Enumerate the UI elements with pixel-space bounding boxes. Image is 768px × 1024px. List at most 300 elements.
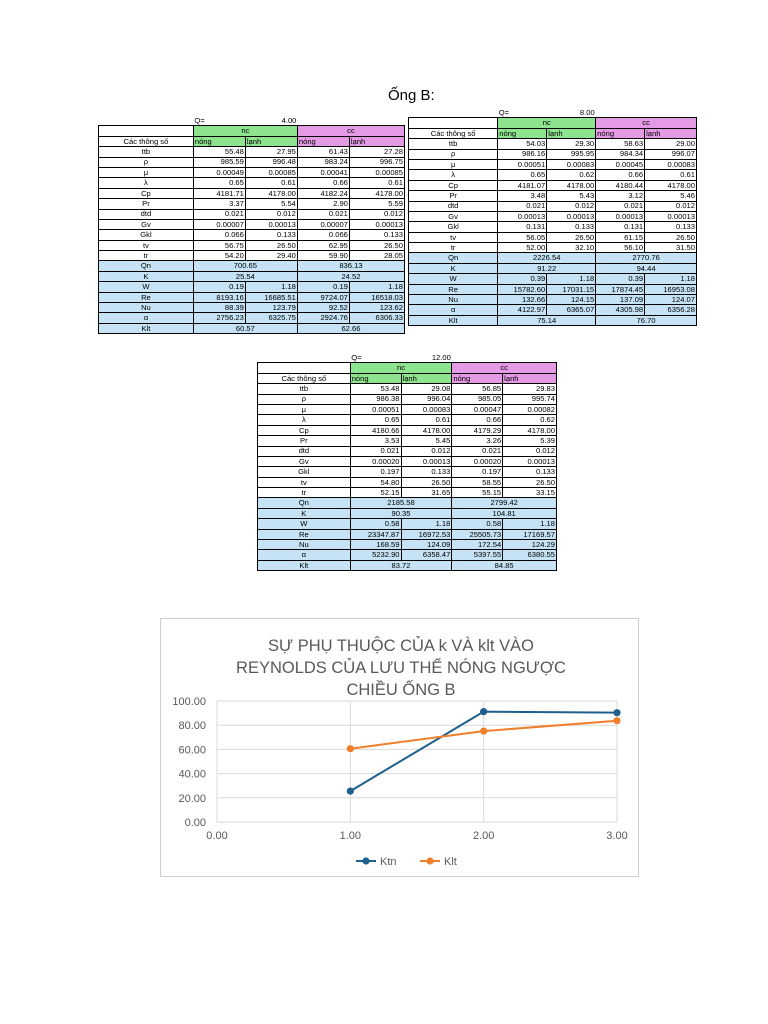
value-cell: 1.18 bbox=[645, 274, 697, 284]
value-cell: 0.65 bbox=[193, 178, 245, 188]
merged-value-cell: 94.44 bbox=[596, 263, 697, 273]
value-cell: 0.00083 bbox=[645, 159, 697, 169]
value-cell: 1.18 bbox=[401, 519, 452, 529]
cold-header: lạnh bbox=[645, 128, 697, 138]
legend-label: Klt bbox=[444, 856, 457, 868]
row-label: dtd bbox=[99, 209, 194, 219]
cold-header: lạnh bbox=[401, 373, 452, 383]
value-cell: 3.26 bbox=[452, 436, 503, 446]
value-cell: 137.09 bbox=[596, 295, 645, 305]
value-cell: 52.00 bbox=[498, 243, 547, 253]
value-cell: 0.131 bbox=[498, 222, 547, 232]
value-cell: 0.62 bbox=[547, 170, 596, 180]
value-cell: 29.83 bbox=[503, 384, 557, 394]
row-label: ttb bbox=[99, 147, 194, 157]
hot-header: nóng bbox=[297, 136, 349, 146]
q-row bbox=[99, 116, 405, 126]
value-cell: 986.38 bbox=[350, 394, 401, 404]
row-label: μ bbox=[258, 404, 351, 414]
row-label: Nu bbox=[99, 303, 194, 313]
column-header-row bbox=[258, 373, 557, 383]
value-cell: 4181.71 bbox=[193, 188, 245, 198]
value-cell: 16953.08 bbox=[645, 284, 697, 294]
table-row bbox=[99, 209, 405, 219]
value-cell: 59.90 bbox=[297, 251, 349, 261]
value-cell: 995.95 bbox=[547, 149, 596, 159]
value-cell: 17169.57 bbox=[503, 529, 557, 539]
value-cell: 54.80 bbox=[350, 477, 401, 487]
value-cell: 0.012 bbox=[401, 446, 452, 456]
table-row bbox=[258, 529, 557, 539]
table-row bbox=[409, 191, 697, 201]
value-cell: 4178.00 bbox=[401, 425, 452, 435]
value-cell: 123.62 bbox=[349, 303, 404, 313]
x-tick-label: 0.00 bbox=[206, 830, 228, 842]
table-row bbox=[258, 508, 557, 518]
table-row bbox=[409, 222, 697, 232]
value-cell: 0.066 bbox=[193, 230, 245, 240]
row-label: λ bbox=[409, 170, 498, 180]
merged-value-cell: 836.13 bbox=[297, 261, 404, 271]
x-tick-label: 1.00 bbox=[339, 830, 362, 842]
merged-value-cell: 90.35 bbox=[350, 508, 452, 518]
value-cell: 2756.23 bbox=[193, 313, 245, 323]
table-row bbox=[99, 178, 405, 188]
table-row bbox=[409, 243, 697, 253]
value-cell: 26.50 bbox=[503, 477, 557, 487]
value-cell: 29.00 bbox=[645, 139, 697, 149]
table-row bbox=[258, 477, 557, 487]
table-row bbox=[258, 519, 557, 529]
value-cell: 56.85 bbox=[452, 384, 503, 394]
data-point-ktn bbox=[613, 709, 620, 716]
merged-value-cell: 24.52 bbox=[297, 271, 404, 281]
value-cell: 55.15 bbox=[452, 488, 503, 498]
blank-cell bbox=[258, 353, 351, 363]
table-row bbox=[258, 446, 557, 456]
row-label: tr bbox=[99, 251, 194, 261]
value-cell: 0.131 bbox=[596, 222, 645, 232]
param-header: Các thông số bbox=[409, 128, 498, 138]
value-cell: 5.54 bbox=[245, 199, 297, 209]
nc-header: nc bbox=[350, 363, 452, 373]
table-row bbox=[409, 263, 697, 273]
value-cell: 53.48 bbox=[350, 384, 401, 394]
value-cell: 124.07 bbox=[645, 295, 697, 305]
value-cell: 5.46 bbox=[645, 191, 697, 201]
value-cell: 4178.00 bbox=[645, 180, 697, 190]
value-cell: 0.00013 bbox=[547, 211, 596, 221]
merged-value-cell: 104.81 bbox=[452, 508, 557, 518]
merged-value-cell: 2185.58 bbox=[350, 498, 452, 508]
value-cell: 0.133 bbox=[547, 222, 596, 232]
row-label: Klt bbox=[99, 323, 194, 333]
value-cell: 0.66 bbox=[452, 415, 503, 425]
value-cell: 0.00013 bbox=[245, 219, 297, 229]
value-cell: 92.52 bbox=[297, 303, 349, 313]
value-cell: 61.43 bbox=[297, 147, 349, 157]
value-cell: 26.50 bbox=[547, 232, 596, 242]
cc-header: cc bbox=[596, 118, 697, 128]
row-label: μ bbox=[99, 167, 194, 177]
value-cell: 0.021 bbox=[193, 209, 245, 219]
legend-marker bbox=[362, 857, 369, 864]
value-cell: 56.75 bbox=[193, 240, 245, 250]
value-cell: 132.66 bbox=[498, 295, 547, 305]
page-title: Ống B: bbox=[388, 87, 435, 104]
value-cell: 31.50 bbox=[645, 243, 697, 253]
row-label: Gv bbox=[99, 219, 194, 229]
value-cell: 16518.03 bbox=[349, 292, 404, 302]
value-cell: 4122.97 bbox=[498, 305, 547, 315]
value-cell: 4178.00 bbox=[503, 425, 557, 435]
value-cell: 986.16 bbox=[498, 149, 547, 159]
value-cell: 0.61 bbox=[401, 415, 452, 425]
value-cell: 16685.51 bbox=[245, 292, 297, 302]
value-cell: 1.18 bbox=[349, 282, 404, 292]
merged-value-cell: 76.70 bbox=[596, 315, 697, 325]
q-row bbox=[258, 353, 557, 363]
value-cell: 58.63 bbox=[596, 139, 645, 149]
table-row bbox=[258, 488, 557, 498]
value-cell: 31.65 bbox=[401, 488, 452, 498]
value-cell: 32.10 bbox=[547, 243, 596, 253]
y-tick-label: 80.00 bbox=[178, 720, 206, 733]
merged-value-cell: 25.54 bbox=[193, 271, 297, 281]
value-cell: 0.00007 bbox=[193, 219, 245, 229]
value-cell: 6380.55 bbox=[503, 550, 557, 560]
table-row bbox=[258, 394, 557, 404]
value-cell: 4180.66 bbox=[350, 425, 401, 435]
row-label: Re bbox=[99, 292, 194, 302]
value-cell: 0.61 bbox=[245, 178, 297, 188]
blank-cell bbox=[596, 108, 645, 118]
value-cell: 5.45 bbox=[401, 436, 452, 446]
cold-header: lạnh bbox=[503, 373, 557, 383]
row-label: Cp bbox=[409, 180, 498, 190]
row-label: Pr bbox=[258, 436, 351, 446]
value-cell: 0.00085 bbox=[245, 167, 297, 177]
value-cell: 17031.15 bbox=[547, 284, 596, 294]
chart-title-line: REYNOLDS CỦA LƯU THỂ NÓNG NGƯỢC bbox=[236, 659, 566, 677]
value-cell: 0.00047 bbox=[452, 404, 503, 414]
value-cell: 0.197 bbox=[350, 467, 401, 477]
value-cell: 0.66 bbox=[596, 170, 645, 180]
table-row bbox=[99, 271, 405, 281]
table-row bbox=[258, 425, 557, 435]
value-cell: 0.62 bbox=[503, 415, 557, 425]
row-label: ttb bbox=[258, 384, 351, 394]
value-cell: 9724.07 bbox=[297, 292, 349, 302]
value-cell: 27.95 bbox=[245, 147, 297, 157]
blank-cell bbox=[258, 363, 351, 373]
hot-header: nóng bbox=[452, 373, 503, 383]
row-label: Qn bbox=[258, 498, 351, 508]
value-cell: 4178.00 bbox=[245, 188, 297, 198]
value-cell: 54.03 bbox=[498, 139, 547, 149]
value-cell: 29.30 bbox=[547, 139, 596, 149]
table-row bbox=[409, 211, 697, 221]
q-value: 8.00 bbox=[579, 108, 595, 117]
merged-value-cell: 2226.54 bbox=[498, 253, 596, 263]
row-label: λ bbox=[99, 178, 194, 188]
table-row bbox=[258, 550, 557, 560]
value-cell: 55.48 bbox=[193, 147, 245, 157]
merged-value-cell: 2770.76 bbox=[596, 253, 697, 263]
chart-title-line: SỰ PHỤ THUỘC CỦA k VÀ klt VÀO bbox=[268, 637, 534, 655]
value-cell: 16972.53 bbox=[401, 529, 452, 539]
value-cell: 0.00013 bbox=[645, 211, 697, 221]
value-cell: 4182.24 bbox=[297, 188, 349, 198]
row-label: α bbox=[409, 305, 498, 315]
table-row bbox=[409, 305, 697, 315]
row-label: ρ bbox=[258, 394, 351, 404]
value-cell: 3.48 bbox=[498, 191, 547, 201]
table-row bbox=[258, 540, 557, 550]
value-cell: 23347.87 bbox=[350, 529, 401, 539]
value-cell: 0.133 bbox=[349, 230, 404, 240]
value-cell: 17874.45 bbox=[596, 284, 645, 294]
column-header-row bbox=[409, 128, 697, 138]
table-row bbox=[99, 303, 405, 313]
value-cell: 0.19 bbox=[193, 282, 245, 292]
table-row bbox=[99, 323, 405, 333]
value-cell: 33.15 bbox=[503, 488, 557, 498]
blank-cell bbox=[645, 108, 697, 118]
row-label: Qn bbox=[409, 253, 498, 263]
merged-value-cell: 62.66 bbox=[297, 323, 404, 333]
value-cell: 0.012 bbox=[245, 209, 297, 219]
cc-header: cc bbox=[297, 126, 404, 136]
table-row bbox=[99, 199, 405, 209]
value-cell: 0.066 bbox=[297, 230, 349, 240]
column-header-row bbox=[99, 136, 405, 146]
value-cell: 0.00083 bbox=[401, 404, 452, 414]
value-cell: 56.05 bbox=[498, 232, 547, 242]
value-cell: 29.40 bbox=[245, 251, 297, 261]
value-cell: 0.00049 bbox=[193, 167, 245, 177]
blank-cell bbox=[99, 126, 194, 136]
blank-cell bbox=[349, 116, 404, 126]
value-cell: 995.74 bbox=[503, 394, 557, 404]
value-cell: 0.39 bbox=[498, 274, 547, 284]
value-cell: 4178.00 bbox=[547, 180, 596, 190]
x-tick-label: 3.00 bbox=[606, 830, 628, 842]
row-label: Nu bbox=[409, 295, 498, 305]
value-cell: 4178.00 bbox=[349, 188, 404, 198]
row-label: W bbox=[409, 274, 498, 284]
value-cell: 26.50 bbox=[401, 477, 452, 487]
value-cell: 0.012 bbox=[645, 201, 697, 211]
value-cell: 4180.44 bbox=[596, 180, 645, 190]
value-cell: 168.59 bbox=[350, 540, 401, 550]
param-header: Các thông số bbox=[258, 373, 351, 383]
data-point-klt bbox=[613, 717, 620, 724]
table-row bbox=[99, 219, 405, 229]
value-cell: 0.00082 bbox=[503, 404, 557, 414]
row-label: Re bbox=[409, 284, 498, 294]
cc-header: cc bbox=[452, 363, 557, 373]
row-label: ρ bbox=[99, 157, 194, 167]
value-cell: 1.18 bbox=[547, 274, 596, 284]
blank-cell bbox=[99, 116, 194, 126]
table-row bbox=[409, 159, 697, 169]
table-row bbox=[99, 251, 405, 261]
row-label: Gkl bbox=[409, 222, 498, 232]
table-row bbox=[99, 240, 405, 250]
value-cell: 5.59 bbox=[349, 199, 404, 209]
value-cell: 58.55 bbox=[452, 477, 503, 487]
group-header-row bbox=[409, 118, 697, 128]
table-row bbox=[99, 167, 405, 177]
value-cell: 26.50 bbox=[645, 232, 697, 242]
value-cell: 0.012 bbox=[503, 446, 557, 456]
value-cell: 996.75 bbox=[349, 157, 404, 167]
table-row bbox=[409, 149, 697, 159]
parameter-table-q4 bbox=[98, 116, 405, 334]
parameter-table-q12 bbox=[257, 353, 557, 571]
value-cell: 8193.16 bbox=[193, 292, 245, 302]
table-row bbox=[258, 384, 557, 394]
cold-header: lạnh bbox=[547, 128, 596, 138]
merged-value-cell: 60.57 bbox=[193, 323, 297, 333]
value-cell: 0.00083 bbox=[547, 159, 596, 169]
row-label: Gv bbox=[409, 211, 498, 221]
hot-header: nóng bbox=[193, 136, 245, 146]
x-tick-label: 2.00 bbox=[472, 830, 495, 842]
value-cell: 27.28 bbox=[349, 147, 404, 157]
merged-value-cell: 700.65 bbox=[193, 261, 297, 271]
row-label: Cp bbox=[258, 425, 351, 435]
chart-title-line: CHIỀU ỐNG B bbox=[346, 681, 456, 699]
value-cell: 0.00045 bbox=[596, 159, 645, 169]
row-label: Qn bbox=[99, 261, 194, 271]
row-label: W bbox=[258, 519, 351, 529]
table-row bbox=[409, 139, 697, 149]
value-cell: 0.19 bbox=[297, 282, 349, 292]
table-row bbox=[258, 560, 557, 570]
value-cell: 0.65 bbox=[350, 415, 401, 425]
table-row bbox=[99, 261, 405, 271]
cold-header: lạnh bbox=[245, 136, 297, 146]
value-cell: 29.08 bbox=[401, 384, 452, 394]
row-label: tv bbox=[409, 232, 498, 242]
value-cell: 5232.90 bbox=[350, 550, 401, 560]
value-cell: 124.09 bbox=[401, 540, 452, 550]
row-label: tr bbox=[258, 488, 351, 498]
table-row bbox=[409, 315, 697, 325]
value-cell: 0.58 bbox=[452, 519, 503, 529]
table-row bbox=[409, 295, 697, 305]
value-cell: 5.43 bbox=[547, 191, 596, 201]
cold-header: lạnh bbox=[349, 136, 404, 146]
value-cell: 983.24 bbox=[297, 157, 349, 167]
value-cell: 172.54 bbox=[452, 540, 503, 550]
blank-cell bbox=[409, 118, 498, 128]
value-cell: 0.00013 bbox=[596, 211, 645, 221]
value-cell: 26.50 bbox=[245, 240, 297, 250]
data-point-klt bbox=[347, 745, 354, 752]
y-tick-label: 100.00 bbox=[172, 696, 206, 708]
merged-value-cell: 2799.42 bbox=[452, 498, 557, 508]
row-label: dtd bbox=[409, 201, 498, 211]
value-cell: 25505.73 bbox=[452, 529, 503, 539]
row-label: W bbox=[99, 282, 194, 292]
value-cell: 0.00085 bbox=[349, 167, 404, 177]
row-label: λ bbox=[258, 415, 351, 425]
value-cell: 4179.29 bbox=[452, 425, 503, 435]
value-cell: 0.021 bbox=[350, 446, 401, 456]
row-label: Gkl bbox=[99, 230, 194, 240]
row-label: Nu bbox=[258, 540, 351, 550]
value-cell: 123.79 bbox=[245, 303, 297, 313]
row-label: K bbox=[409, 263, 498, 273]
value-cell: 2.90 bbox=[297, 199, 349, 209]
row-label: Gkl bbox=[258, 467, 351, 477]
table-row bbox=[258, 404, 557, 414]
value-cell: 6365.07 bbox=[547, 305, 596, 315]
blank-cell bbox=[409, 108, 498, 118]
value-cell: 996.04 bbox=[401, 394, 452, 404]
value-cell: 28.05 bbox=[349, 251, 404, 261]
line-chart bbox=[161, 619, 640, 878]
table-row bbox=[258, 436, 557, 446]
table-row bbox=[99, 282, 405, 292]
legend-marker bbox=[426, 857, 433, 864]
group-header-row bbox=[258, 363, 557, 373]
row-label: Klt bbox=[258, 560, 351, 570]
row-label: Cp bbox=[99, 188, 194, 198]
value-cell: 0.00013 bbox=[503, 456, 557, 466]
value-cell: 6325.75 bbox=[245, 313, 297, 323]
value-cell: 0.012 bbox=[349, 209, 404, 219]
value-cell: 0.021 bbox=[498, 201, 547, 211]
nc-header: nc bbox=[193, 126, 297, 136]
y-tick-label: 40.00 bbox=[178, 768, 206, 781]
value-cell: 1.18 bbox=[245, 282, 297, 292]
value-cell: 52.15 bbox=[350, 488, 401, 498]
chart-frame bbox=[160, 618, 639, 877]
merged-value-cell: 75.14 bbox=[498, 315, 596, 325]
row-label: Gv bbox=[258, 456, 351, 466]
table-row bbox=[409, 201, 697, 211]
row-label: ttb bbox=[409, 139, 498, 149]
row-label: K bbox=[258, 508, 351, 518]
table-row bbox=[409, 274, 697, 284]
value-cell: 1.18 bbox=[503, 519, 557, 529]
row-label: tv bbox=[99, 240, 194, 250]
value-cell: 3.12 bbox=[596, 191, 645, 201]
row-label: Klt bbox=[409, 315, 498, 325]
value-cell: 0.00007 bbox=[297, 219, 349, 229]
row-label: tr bbox=[409, 243, 498, 253]
blank-cell bbox=[503, 353, 557, 363]
value-cell: 62.95 bbox=[297, 240, 349, 250]
y-tick-label: 60.00 bbox=[178, 744, 206, 757]
data-point-klt bbox=[480, 727, 487, 734]
value-cell: 0.00013 bbox=[401, 456, 452, 466]
value-cell: 0.00013 bbox=[498, 211, 547, 221]
value-cell: 0.021 bbox=[452, 446, 503, 456]
legend-label: Ktn bbox=[380, 856, 397, 868]
row-label: tv bbox=[258, 477, 351, 487]
value-cell: 0.66 bbox=[297, 178, 349, 188]
row-label: ρ bbox=[409, 149, 498, 159]
value-cell: 5397.55 bbox=[452, 550, 503, 560]
table-row bbox=[258, 415, 557, 425]
value-cell: 0.00013 bbox=[349, 219, 404, 229]
value-cell: 6358.47 bbox=[401, 550, 452, 560]
